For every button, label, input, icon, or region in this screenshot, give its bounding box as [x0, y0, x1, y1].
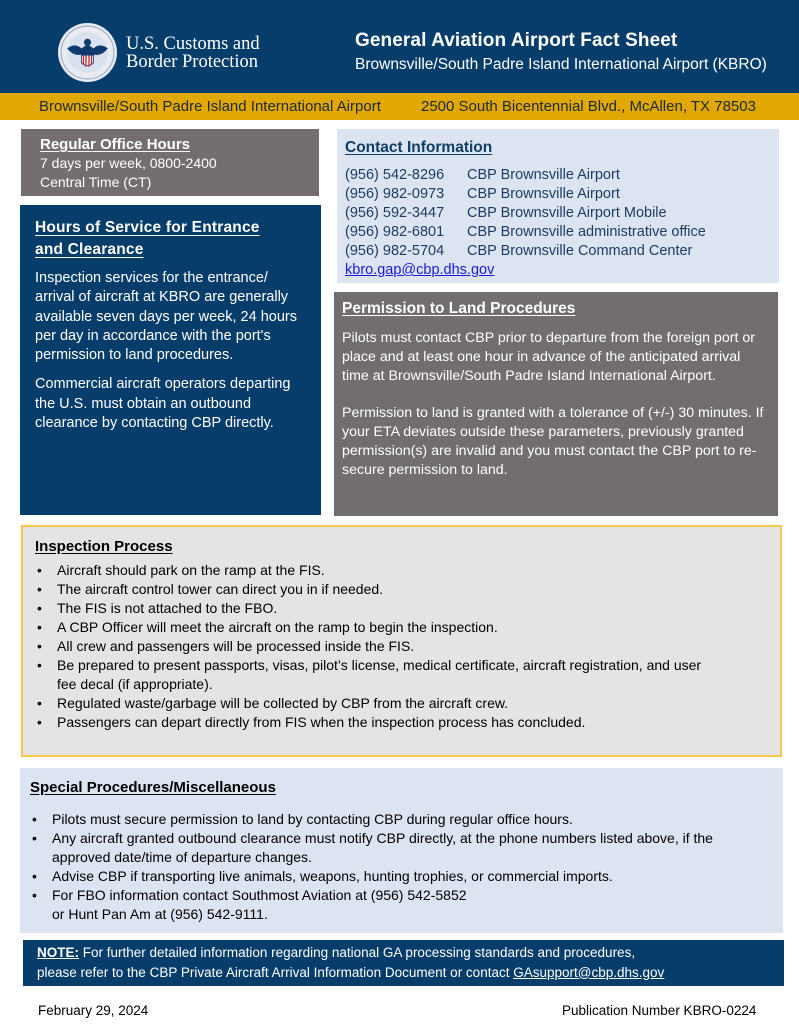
- contact-label: CBP Brownsville Command Center: [467, 243, 693, 259]
- inspection-process-box: [21, 525, 782, 757]
- permission-title: Permission to Land Procedures: [342, 300, 576, 317]
- special-title: Special Procedures/Miscellaneous: [30, 779, 276, 796]
- office-hours-timezone: Central Time (CT): [40, 174, 152, 190]
- contact-phone[interactable]: (956) 982-0973: [345, 186, 445, 202]
- contact-label: CBP Brownsville Airport: [467, 186, 620, 202]
- contact-email-link[interactable]: kbro.gap@cbp.dhs.gov: [345, 262, 495, 278]
- contact-row: [345, 166, 779, 185]
- office-hours-title: Regular Office Hours: [40, 136, 191, 153]
- list-item: • Regulated waste/garbage will be collected by CBP from the aircraft crew.: [35, 694, 780, 713]
- inspection-list: [35, 561, 780, 732]
- publication-date: February 29, 2024: [38, 1003, 149, 1018]
- header-banner: [0, 0, 799, 93]
- contact-phone[interactable]: (956) 542-8296: [345, 167, 445, 183]
- list-item: • Advise CBP if transporting live animals, weapons, hunting trophies, or commercial imports.: [30, 867, 783, 886]
- note-line-2: [37, 963, 784, 983]
- fbo-line-1: For FBO information contact Southmost Aviation at (956) 542-5852: [52, 887, 467, 903]
- contact-phone[interactable]: (956) 592-3447: [345, 205, 445, 221]
- hours-of-service-box: [20, 205, 321, 515]
- hours-of-service-paragraph-2: Commercial aircraft operators departing the U.S. must obtain an outbound clearance by contacting CBP directly.: [35, 376, 291, 432]
- list-item: • The FIS is not attached to the FBO.: [35, 599, 780, 618]
- list-item: • All crew and passengers will be processed inside the FIS.: [35, 637, 780, 656]
- document-subtitle: Brownsville/South Padre Island International Airport (KBRO): [355, 56, 767, 73]
- contact-row: [345, 223, 779, 242]
- special-list: [30, 810, 783, 924]
- contact-title: Contact Information: [345, 139, 493, 156]
- permission-paragraph-1: Pilots must contact CBP prior to departure from the foreign port or place and at least one hour in advance of the anticipated arrival time at Brownsville/South Padre Island International Airport.: [342, 330, 755, 384]
- contact-phone[interactable]: (956) 982-6801: [345, 224, 445, 240]
- list-item: • Any aircraft granted outbound clearance must notify CBP directly, at the phone numbers listed above, if the approved date/time of departure changes.: [30, 829, 783, 867]
- list-item: • Aircraft should park on the ramp at the FIS.: [35, 561, 780, 580]
- inspection-title: Inspection Process: [35, 538, 173, 555]
- ga-support-email-link[interactable]: GAsupport@cbp.dhs.gov: [513, 964, 665, 980]
- airport-info-bar: [0, 93, 799, 120]
- note-line-1: [37, 943, 784, 963]
- contact-row: [345, 185, 779, 204]
- special-procedures-box: [20, 768, 783, 933]
- office-hours-days: 7 days per week, 0800-2400: [40, 155, 217, 171]
- contact-row: [345, 242, 779, 261]
- permission-paragraph-2: Permission to land is granted with a tolerance of (+/-) 30 minutes. If your ETA deviates outside these parameters, previously granted permission(s) are invalid and you must contact the CBP port to re-secure permission to land.: [342, 405, 764, 478]
- agency-line-1: U.S. Customs and: [126, 34, 260, 54]
- list-item: • Be prepared to present passports, visas, pilot’s license, medical certificate, aircraft registration, and user fee decal (if appropriate).: [35, 656, 780, 694]
- list-item: • A CBP Officer will meet the aircraft on the ramp to begin the inspection.: [35, 618, 780, 637]
- contact-label: CBP Brownsville Airport: [467, 167, 620, 183]
- document-title: General Aviation Airport Fact Sheet: [355, 30, 678, 51]
- list-item: [30, 886, 783, 924]
- airport-address: 2500 South Bicentennial Blvd., McAllen, TX 78503: [421, 98, 756, 115]
- list-item: • Pilots must secure permission to land by contacting CBP during regular office hours.: [30, 810, 783, 829]
- contact-label: CBP Brownsville Airport Mobile: [467, 205, 667, 221]
- fbo-line-2: or Hunt Pan Am at (956) 542-9111.: [52, 906, 268, 922]
- hours-of-service-paragraph-1: Inspection services for the entrance/ arrival of aircraft at KBRO are generally available seven days per week, 24 hours per day in accordance with the port's permission to land procedures.: [35, 270, 297, 364]
- title-line-2: and Clearance: [35, 241, 144, 258]
- cbp-seal-icon: [57, 22, 118, 83]
- list-item: • The aircraft control tower can direct you in if needed.: [35, 580, 780, 599]
- contact-row: [345, 204, 779, 223]
- permission-to-land-box: [334, 292, 778, 516]
- note-text-1: For further detailed information regarding national GA processing standards and procedures,: [79, 945, 636, 960]
- airport-name: Brownsville/South Padre Island International Airport: [39, 98, 381, 115]
- note-banner: [23, 940, 784, 986]
- agency-line-2: Border Protection: [126, 52, 259, 72]
- hours-of-service-title: [35, 217, 307, 261]
- list-item: • Passengers can depart directly from FIS when the inspection process has concluded.: [35, 713, 780, 732]
- contact-information-box: [337, 129, 779, 283]
- agency-name: [126, 35, 260, 71]
- contact-phone[interactable]: (956) 982-5704: [345, 243, 445, 259]
- title-line-1: Hours of Service for Entrance: [35, 219, 260, 236]
- note-label: NOTE:: [37, 945, 79, 960]
- publication-number: Publication Number KBRO-0224: [562, 1003, 757, 1018]
- contact-label: CBP Brownsville administrative office: [467, 224, 706, 240]
- note-text-2: please refer to the CBP Private Aircraft Arrival Information Document or contact: [37, 964, 514, 980]
- office-hours-box: [21, 129, 319, 196]
